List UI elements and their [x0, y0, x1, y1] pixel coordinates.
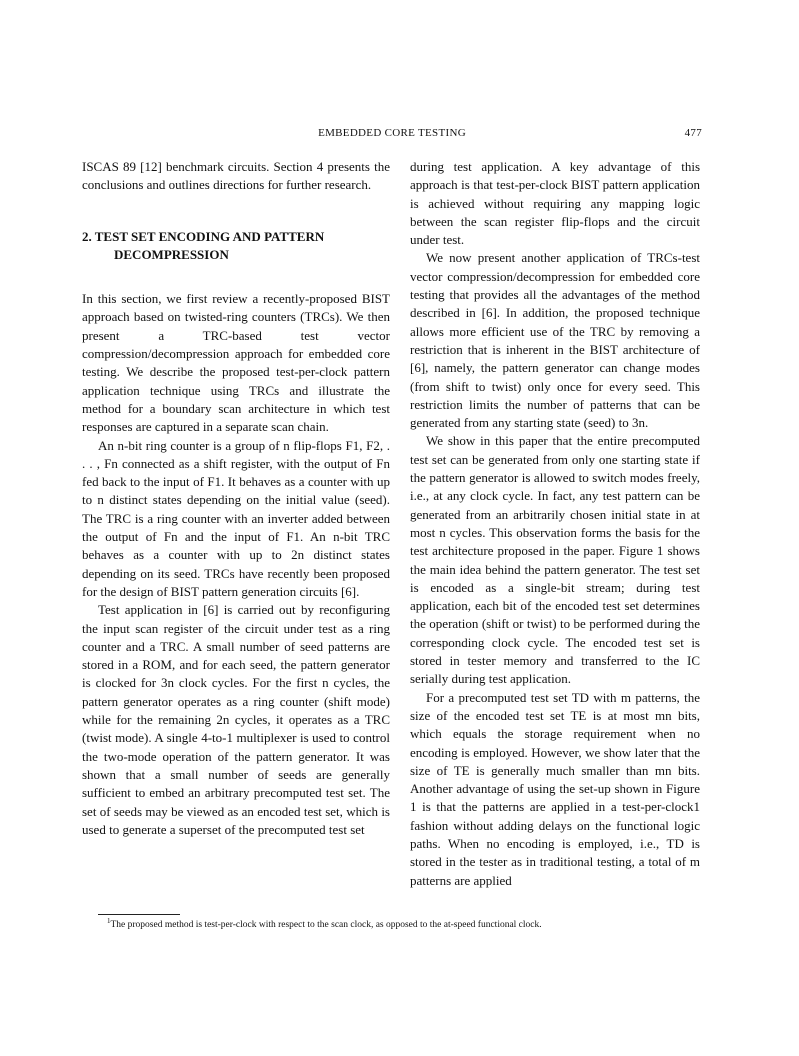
footnote-text: The proposed method is test-per-clock with respect to the scan clock, as opposed to the at-speed functional clock.: [110, 920, 542, 930]
section-heading: [82, 228, 390, 265]
paragraph: An n-bit ring counter is a group of n flip-flops F1, F2, . . . , Fn connected as a shift register, with the output of Fn fed back to the input of F1. It behaves as a counter with up to n distinct states depending on the initial value (seed). The TRC is a ring counter with an inverter added between the output of Fn and the input of F1. An n-bit TRC behaves as a counter with up to 2n distinct states depending on its seed. TRCs have recently been proposed for the design of BIST pattern generation circuits [6].: [82, 437, 390, 599]
paragraph: In this section, we first review a recently-proposed BIST approach based on twisted-ring counters (TRCs). We then present a TRC-based test vector compression/decompression approach for embedded core testing. We describe the proposed test-per-clock pattern application technique using TRCs and illustrate the method for a boundary scan architecture in which test responses are captured in a separate scan chain.: [82, 291, 390, 435]
paragraph: We now present another application of TRCs-test vector compression/decompression for embedded core testing that provides all the advantages of the method described in [6]. In addition, the proposed technique allows more efficient use of the TRC by removing a restriction that is inherent in the BIST architecture of [6], namely, the pattern generator can change modes (from shift to twist) only once for every seed. This restriction limits the number of patterns that can be generated from any starting state (seed) to 3n.: [410, 250, 700, 431]
intro-paragraph: ISCAS 89 [12] benchmark circuits. Section 4 presents the conclusions and outlines directions for further research.: [82, 159, 390, 193]
paragraph: Test application in [6] is carried out by reconfiguring the input scan register of the circuit under test as a ring counter and a TRC. A small number of seed patterns are stored in a ROM, and for each seed, the pattern generator is clocked for 3n clock cycles. For the first n cycles, the pattern generator operates as a ring counter (shift mode) while for the remaining 2n cycles, it operates as a TRC (twist mode). A single 4-to-1 multiplexer is used to control the two-mode operation of the pattern generator. It was shown that a small number of seeds are generally sufficient to embed an arbitrary precomputed test set. The set of seeds may be viewed as an encoded test set, which is used to generate a superset of the precomputed test set: [82, 602, 390, 837]
running-title: EMBEDDED CORE TESTING: [318, 127, 466, 139]
footnote-marker: 1: [107, 916, 111, 925]
paragraph: We show in this paper that the entire precomputed test set can be generated from only one starting state if the pattern generator is allowed to switch modes freely, i.e., at any clock cycle. In fact, any test pattern can be generated from an arbitrarily chosen initial state in at most n cycles. This observation forms the basis for the test architecture proposed in the paper. Figure 1 shows the main idea behind the pattern generator. The test set is encoded as a single-bit stream; during test application, each bit of the encoded test set determines the operation (shift or twist) to be performed during the corresponding clock cycle. The encoded test set is stored in tester memory and transferred to the IC serially during test application.: [410, 433, 700, 687]
right-column: [410, 158, 700, 890]
left-column: [82, 158, 390, 839]
section-heading-line1: 2. TEST SET ENCODING AND PATTERN: [82, 228, 325, 244]
paragraph: For a precomputed test set TD with m patterns, the size of the encoded test set TE is at most mn bits, which equals the storage requirement when no encoding is employed. However, we show later that the size of TE is generally much smaller than mn bits. Another advantage of using the set-up shown in Figure 1 is that the patterns are applied in a test-per-clock1 fashion without adding delays on the functional logic paths. When no encoding is employed, i.e., TD is stored in the tester as in traditional testing, a total of m patterns are applied: [410, 689, 700, 888]
footnote: [107, 916, 707, 931]
page-number: 477: [684, 127, 702, 139]
section-heading-line2: DECOMPRESSION: [114, 246, 229, 262]
footnote-rule: [98, 914, 180, 915]
paragraph: during test application. A key advantage of this approach is that test-per-clock BIST pattern application is achieved without requiring any mapping logic between the scan register flip-flops and the circuit under test.: [410, 159, 700, 248]
